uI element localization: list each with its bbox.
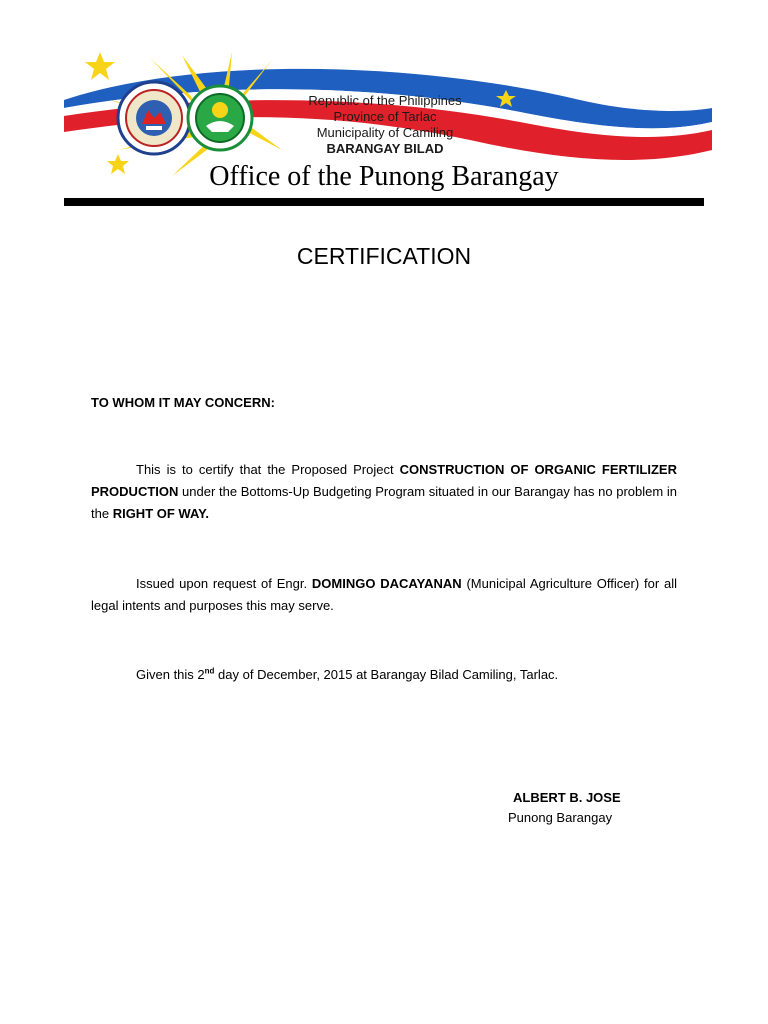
- signatory-name: ALBERT B. JOSE: [513, 790, 621, 805]
- document-title: CERTIFICATION: [296, 243, 472, 269]
- request-paragraph: Issued upon request of Engr. DOMINGO DACAYANAN (Municipal Agriculture Officer) for all legal intents and purposes this may serve.: [91, 576, 677, 613]
- barangay-council-seal: [118, 82, 190, 154]
- salutation: TO WHOM IT MAY CONCERN:: [91, 395, 275, 410]
- signatory-title: Punong Barangay: [508, 810, 613, 825]
- star-icon: [85, 52, 115, 80]
- header-barangay: BARANGAY BILAD: [326, 141, 444, 156]
- header-province: Province of Tarlac: [333, 109, 437, 124]
- office-title: Office of the Punong Barangay: [209, 161, 559, 192]
- header-municipality: Municipality of Camiling: [316, 125, 454, 140]
- date-paragraph: Given this 2nd day of December, 2015 at Barangay Bilad Camiling, Tarlac.: [136, 666, 559, 682]
- header-republic: Republic of the Philippines: [308, 93, 462, 108]
- header-divider: [64, 198, 704, 206]
- certification-paragraph: This is to certify that the Proposed Project CONSTRUCTION OF ORGANIC FERTILIZER PRODUCTION under the Bottoms-Up Budgeting Program situated in our Barangay has no problem in the RIGHT OF WAY.: [91, 462, 677, 521]
